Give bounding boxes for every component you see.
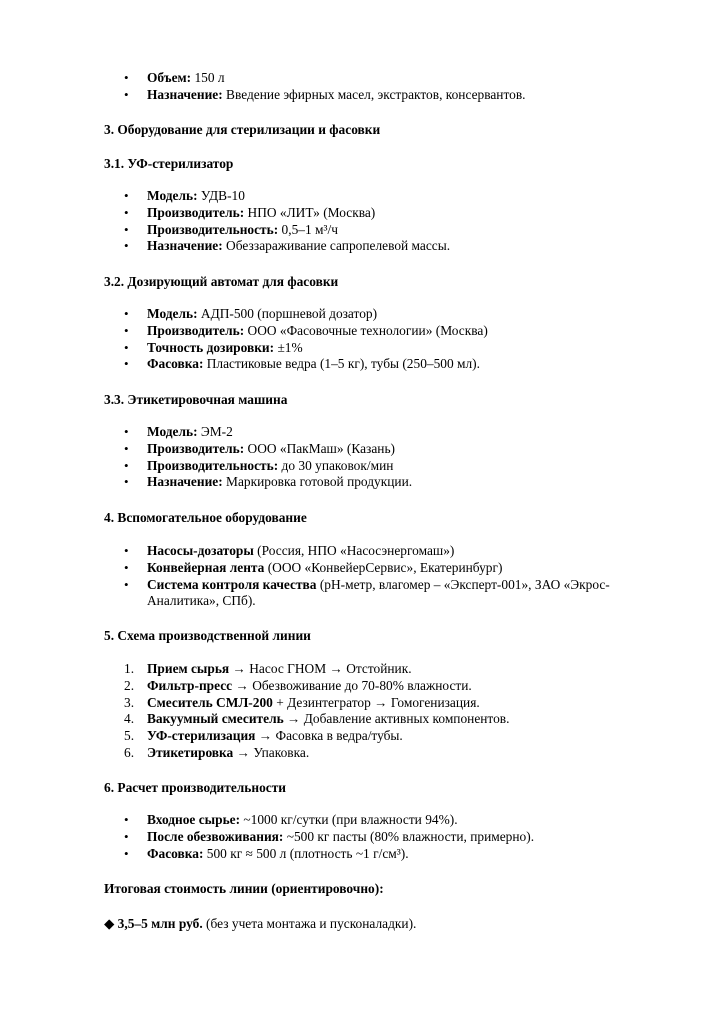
item-text: (pH-метр, влагомер – «Эксперт-001», ЗАО «Экрос-Аналитика», СПб). [147,576,610,609]
list-item [0,205,724,222]
item-text: + Дезинтегратор → Гомогенизация. [272,694,480,710]
item-text: ±1% [274,339,303,355]
list-item [0,188,724,205]
bullet-icon: • [124,543,129,558]
item-text: УДВ-10 [197,188,245,203]
item-text: ~500 кг пасты (80% влажности, примерно). [283,828,535,844]
item-text: Маркировка готовой продукции. [222,474,413,490]
bullet-icon: • [124,306,129,321]
item-label: Насосы-дозаторы [147,543,254,558]
list-item [0,306,724,323]
bullet-icon: • [124,828,129,844]
item-label: Модель: [147,188,198,203]
bullet-icon: • [124,559,129,575]
bullet-icon: • [124,188,129,203]
total-line [104,916,416,932]
list-item [0,323,724,340]
item-text: 500 кг ≈ 500 л (плотность ~1 г/см³). [203,845,409,861]
item-label: Производительность: [147,221,279,237]
item-text: ~1000 кг/сутки (при влажности 94%). [240,812,458,827]
item-text: Обеззараживание сапропелевой массы. [222,238,451,254]
item-label: Производительность: [147,457,279,473]
list-item [0,441,724,458]
item-text: Пластиковые ведра (1–5 кг), тубы (250–500 мл). [203,356,480,372]
list-block-3-1 [0,188,724,255]
list-block-4 [0,543,724,610]
item-label: Производитель: [147,204,245,220]
item-text: АДП-500 (поршневой дозатор) [197,306,378,321]
item-label: Входное сырье: [147,812,241,827]
item-label: Назначение: [147,86,223,102]
item-label: УФ-стерилизация [147,728,256,744]
bullet-icon: • [124,457,129,473]
item-text: НПО «ЛИТ» (Москва) [244,204,376,220]
bullet-icon: • [124,356,129,372]
item-label: Модель: [147,306,198,321]
list-block-a [0,70,724,104]
item-label: Вакуумный смеситель [147,711,284,727]
section-heading-6: 6. Расчет производительности [104,780,287,795]
list-block-6 [0,812,724,862]
item-label: Объем: [147,70,192,85]
item-number: 3. [124,694,135,710]
item-label: Назначение: [147,238,223,254]
list-item [0,222,724,239]
item-number: 2. [124,677,135,693]
section-heading-5: 5. Схема производственной линии [104,628,311,643]
item-text: → Обезвоживание до 70-80% влажности. [232,677,472,693]
bullet-icon: • [124,845,129,861]
item-text: 150 л [191,70,225,85]
bullet-icon: • [124,576,129,592]
list-item [0,70,724,87]
item-label: Фасовка: [147,356,204,372]
diamond-bullet-icon: ◆ [104,916,115,931]
list-item [0,543,724,560]
list-item [0,356,724,373]
item-number: 6. [124,744,135,760]
item-text: → Насос ГНОМ → Отстойник. [229,661,412,676]
item-label: Фильтр-пресс [147,677,233,693]
item-text: ООО «ПакМаш» (Казань) [244,440,396,456]
bullet-icon: • [124,70,129,85]
section-heading-4: 4. Вспомогательное оборудование [104,510,307,525]
section-heading-3-3: 3.3. Этикетировочная машина [104,392,288,407]
item-label: После обезвоживания: [147,828,284,844]
item-label: Прием сырья [147,661,230,676]
bullet-icon: • [124,221,129,237]
item-label: Назначение: [147,474,223,490]
list-item [0,812,724,829]
bullet-icon: • [124,812,129,827]
bullet-icon: • [124,204,129,220]
list-item [0,695,724,712]
item-text: Введение эфирных масел, экстрактов, консервантов. [222,86,526,102]
item-label: Модель: [147,424,198,439]
item-label: Конвейерная лента [147,559,265,575]
item-text: (ООО «КонвейерСервис», Екатеринбург) [264,559,503,575]
total-note: (без учета монтажа и пусконаладки). [202,916,417,931]
bullet-icon: • [124,339,129,355]
bullet-icon: • [124,440,129,456]
section-heading-3-2: 3.2. Дозирующий автомат для фасовки [104,274,339,289]
item-label: Система контроля качества [147,576,317,592]
list-item [0,474,724,491]
section-heading-3-1: 3.1. УФ-стерилизатор [104,156,234,171]
item-number: 5. [124,728,135,744]
list-item [0,424,724,441]
list-item [0,577,724,611]
section-heading-3: 3. Оборудование для стерилизации и фасовки [104,122,381,137]
list-item [0,87,724,104]
list-item [0,829,724,846]
total-value: 3,5–5 млн руб. [117,916,203,931]
item-text: ООО «Фасовочные технологии» (Москва) [244,322,488,338]
list-item [0,560,724,577]
item-label: Точность дозировки: [147,339,275,355]
bullet-icon: • [124,86,129,102]
list-item [0,678,724,695]
list-item [0,238,724,255]
item-label: Фасовка: [147,845,204,861]
bullet-icon: • [124,322,129,338]
item-text: → Фасовка в ведра/тубы. [255,728,403,744]
item-label: Этикетировка [147,744,234,760]
item-text: → Упаковка. [233,744,310,760]
item-label: Производитель: [147,322,245,338]
item-number: 4. [124,711,135,727]
item-label: Смеситель СМЛ-200 [147,694,273,710]
list-item [0,458,724,475]
item-text: (Россия, НПО «Насосэнергомаш») [253,543,455,558]
item-label: Производитель: [147,440,245,456]
total-heading: Итоговая стоимость линии (ориентировочно): [104,881,384,896]
list-block-3-2 [0,306,724,373]
bullet-icon: • [124,474,129,490]
item-text: ЭМ-2 [197,424,233,439]
bullet-icon: • [124,424,129,439]
list-item [0,846,724,863]
item-text: до 30 упаковок/мин [278,457,394,473]
item-text: 0,5–1 м³/ч [278,221,338,237]
numbered-list-5 [0,661,724,762]
list-item [0,728,724,745]
list-item [0,661,724,678]
bullet-icon: • [124,238,129,254]
list-item [0,711,724,728]
list-item [0,340,724,357]
list-item [0,745,724,762]
list-block-3-3 [0,424,724,491]
item-number: 1. [124,661,135,676]
item-text: → Добавление активных компонентов. [283,711,510,727]
